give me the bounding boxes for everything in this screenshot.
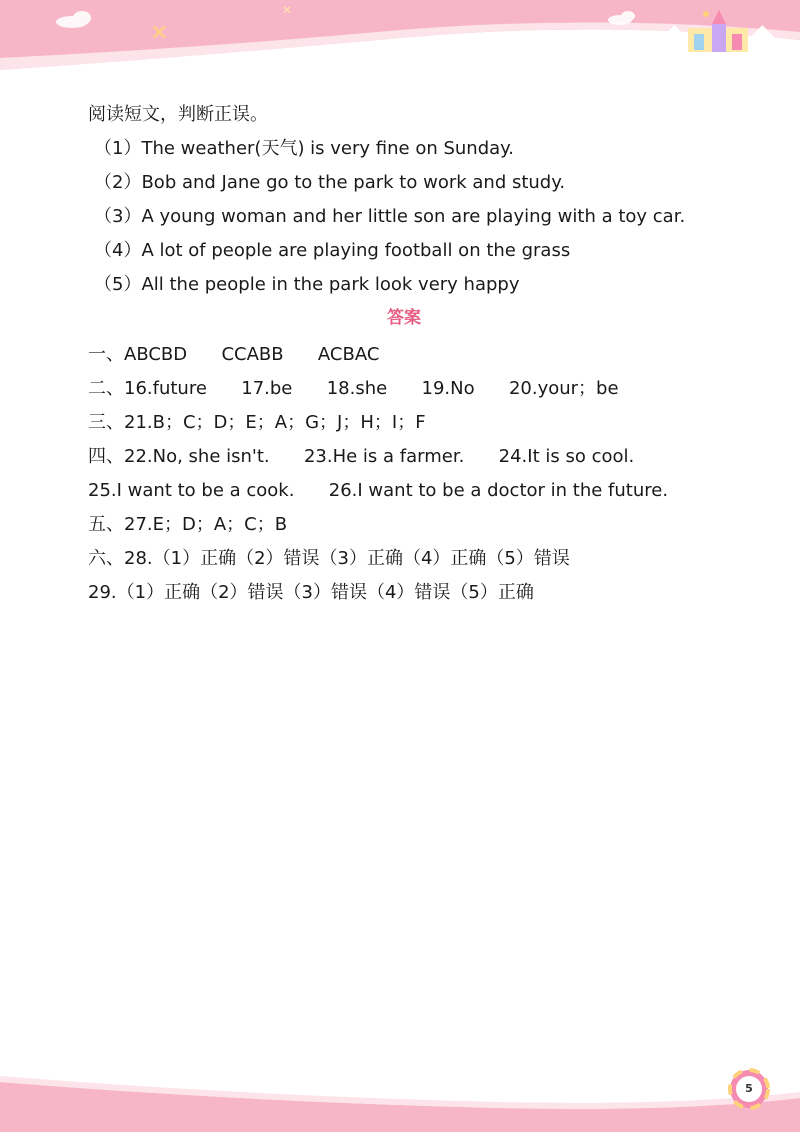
svg-text:✕: ✕ (150, 21, 169, 46)
page-number: 5 (745, 1082, 753, 1095)
bottom-decorative-banner (0, 1062, 800, 1132)
top-decorative-banner (0, 0, 800, 80)
answer-section-6-cont: 29.（1）正确（2）错误（3）错误（4）错误（5）正确 (88, 582, 534, 603)
question-1: （1）The weather(天气) is very fine on Sunday. (94, 138, 514, 159)
answer-heading: 答案 (387, 308, 421, 328)
question-5: （5）All the people in the park look very happy (94, 274, 520, 295)
answer-section-5: 五、27.E；D；A；C；B (88, 514, 288, 535)
svg-text:✕: ✕ (282, 3, 293, 17)
document-body (88, 98, 768, 610)
answer-section-4: 四、22.No, she isn't. 23.He is a farmer. 24.It is so cool. (88, 446, 635, 467)
answer-section-2: 二、16.future 17.be 18.she 19.No 20.your；be (88, 378, 619, 399)
page-number-badge (728, 1068, 770, 1110)
answer-section-4-cont: 25.I want to be a cook. 26.I want to be a doctor in the future. (88, 480, 669, 501)
answer-section-3: 三、21.B；C；D；E；A；G；J；H；I；F (88, 412, 426, 433)
question-4: （4）A lot of people are playing football on the grass (94, 240, 571, 261)
answer-section-6: 六、28.（1）正确（2）错误（3）正确（4）正确（5）错误 (88, 548, 570, 569)
reading-instruction: 阅读短文，判断正误。 (88, 104, 268, 125)
answer-section-1: 一、ABCBD CCABB ACBAC (88, 344, 380, 365)
question-2: （2）Bob and Jane go to the park to work and study. (94, 172, 566, 193)
question-3: （3）A young woman and her little son are playing with a toy car. (94, 206, 686, 227)
